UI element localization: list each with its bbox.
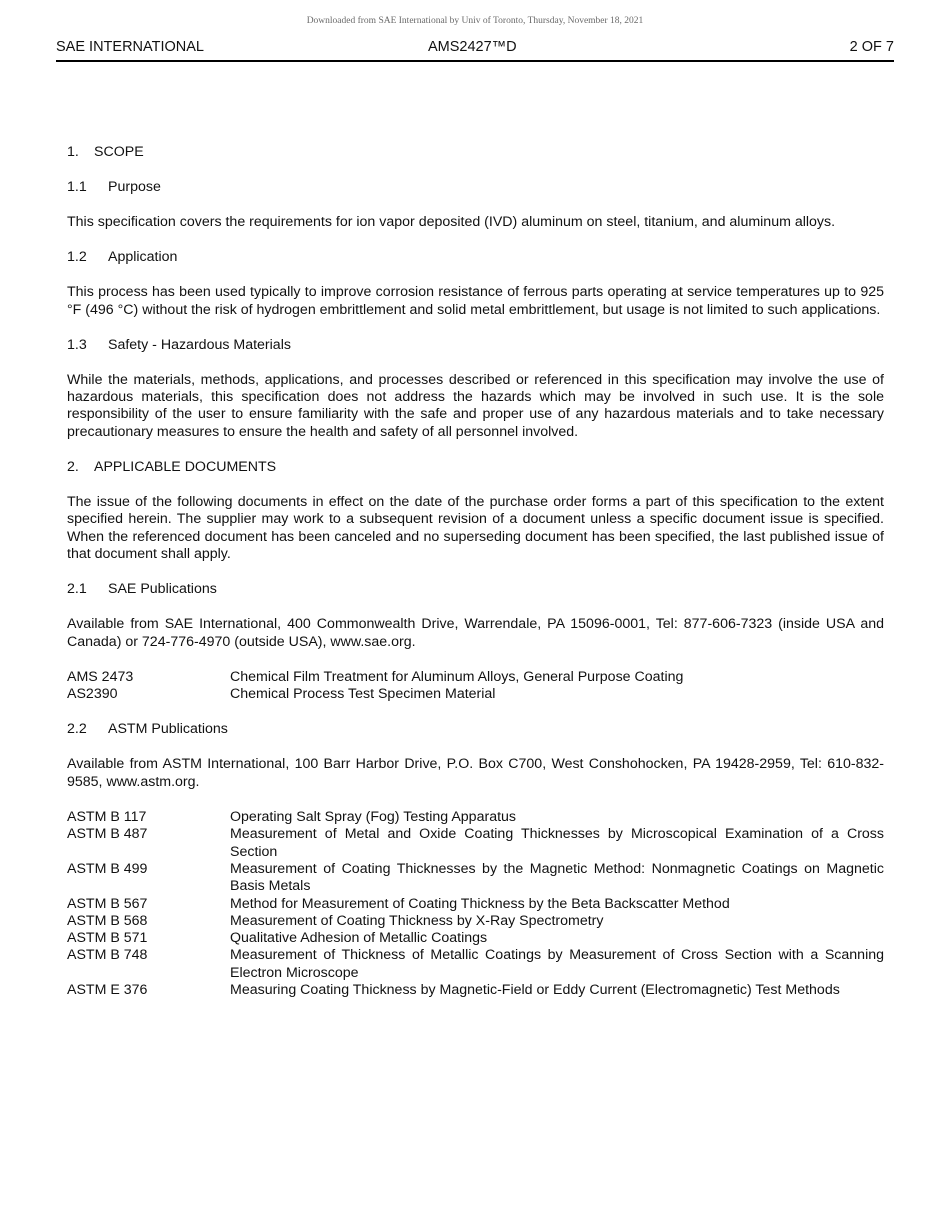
section-number: 2.	[67, 459, 79, 476]
reference-title: Measurement of Coating Thickness by X-Ray Spectrometry	[230, 912, 604, 929]
applicable-documents-paragraph: The issue of the following documents in effect on the date of the purchase order forms a part of this specification to the extent specified herein. The supplier may work to a subsequent revision of a document unless a specific document issue is specified. When the referenced document has been canceled and no superseding document has been specified, the last published issue of that document shall apply.	[67, 494, 884, 562]
reference-title: Chemical Process Test Specimen Material	[230, 686, 496, 703]
reference-code: AMS 2473	[67, 668, 134, 685]
section-number: 1.1	[67, 179, 87, 195]
section-heading-purpose	[67, 179, 884, 196]
reference-title: Measuring Coating Thickness by Magnetic-Field or Eddy Current (Electromagnetic) Test Methods	[230, 982, 840, 999]
reference-code: ASTM B 567	[67, 895, 148, 912]
reference-title: Measurement of Metal and Oxide Coating Thicknesses by Microscopical Examination of a Cross Section	[230, 826, 884, 860]
section-number: 2.1	[67, 581, 87, 598]
reference-row	[67, 686, 884, 703]
reference-title: Measurement of Coating Thicknesses by the Magnetic Method: Nonmagnetic Coatings on Magnetic Basis Metals	[230, 860, 884, 895]
reference-code: ASTM B 499	[67, 860, 148, 877]
section-number: 1.3	[67, 336, 87, 353]
sae-reference-list	[67, 669, 884, 704]
reference-row	[67, 947, 884, 982]
reference-row	[67, 913, 884, 930]
page-header	[56, 38, 894, 62]
section-heading-safety	[67, 337, 884, 354]
header-page-number: 2 OF 7	[849, 39, 894, 55]
sae-availability-paragraph: Available from SAE International, 400 Commonwealth Drive, Warrendale, PA 15096-0001, Tel: 877-606-7323 (inside USA and Canada) or 724-776-4970 (outside USA), www.sae.org.	[67, 616, 884, 650]
section-title: SCOPE	[94, 144, 144, 160]
section-title: SAE Publications	[108, 581, 217, 598]
reference-code: ASTM B 748	[67, 947, 148, 964]
header-publisher: SAE INTERNATIONAL	[56, 39, 204, 55]
reference-row	[67, 896, 884, 913]
reference-title: Method for Measurement of Coating Thickness by the Beta Backscatter Method	[230, 895, 730, 912]
section-heading-application	[67, 249, 884, 266]
reference-code: AS2390	[67, 686, 118, 703]
section-number: 2.2	[67, 721, 87, 738]
reference-title: Operating Salt Spray (Fog) Testing Apparatus	[230, 809, 517, 826]
reference-row	[67, 669, 884, 686]
reference-code: ASTM B 117	[67, 809, 147, 826]
reference-row	[67, 809, 884, 826]
section-title: ASTM Publications	[108, 721, 228, 738]
section-heading-scope	[67, 144, 884, 161]
astm-availability-paragraph: Available from ASTM International, 100 Barr Harbor Drive, P.O. Box C700, West Conshohocken, PA 19428-2959, Tel: 610-832-9585, www.astm.org.	[67, 756, 884, 790]
reference-code: ASTM B 487	[67, 826, 148, 843]
purpose-paragraph: This specification covers the requirements for ion vapor deposited (IVD) aluminum on steel, titanium, and aluminum alloys.	[67, 214, 836, 230]
reference-row	[67, 982, 884, 999]
reference-code: ASTM B 571	[67, 930, 148, 947]
reference-row	[67, 861, 884, 896]
document-body	[67, 144, 884, 1017]
astm-reference-list	[67, 809, 884, 999]
section-heading-sae-publications	[67, 581, 884, 598]
section-title: Purpose	[108, 179, 161, 195]
section-heading-applicable-documents	[67, 459, 884, 476]
section-title: APPLICABLE DOCUMENTS	[94, 459, 277, 476]
reference-title: Chemical Film Treatment for Aluminum Alloys, General Purpose Coating	[230, 668, 684, 685]
section-number: 1.2	[67, 249, 87, 266]
safety-paragraph: While the materials, methods, applications, and processes described or referenced in this specification may involve the use of hazardous materials, this specification does not address the hazards which may be involved in such use. It is the sole responsibility of the user to ensure familiarity with the safe and proper use of any hazardous materials and to take necessary precautionary measures to ensure the health and safety of all personnel involved.	[67, 371, 884, 440]
reference-title: Measurement of Thickness of Metallic Coatings by Measurement of Cross Section with a Scanning Electron Microscope	[230, 947, 884, 981]
download-watermark: Downloaded from SAE International by Univ of Toronto, Thursday, November 18, 2021	[306, 16, 644, 26]
header-doc-number: AMS2427™D	[428, 39, 517, 55]
section-title: Application	[108, 249, 178, 266]
reference-code: ASTM E 376	[67, 982, 148, 999]
section-number: 1.	[67, 144, 79, 160]
reference-row	[67, 826, 884, 861]
reference-title: Qualitative Adhesion of Metallic Coatings	[230, 930, 488, 947]
reference-code: ASTM B 568	[67, 912, 148, 929]
reference-row	[67, 930, 884, 947]
section-title: Safety - Hazardous Materials	[108, 336, 291, 353]
section-heading-astm-publications	[67, 721, 884, 738]
application-paragraph: This process has been used typically to improve corrosion resistance of ferrous parts operating at service temperatures up to 925 °F (496 °C) without the risk of hydrogen embrittlement and solid metal embrittlement, but usage is not limited to such applications.	[67, 284, 884, 318]
